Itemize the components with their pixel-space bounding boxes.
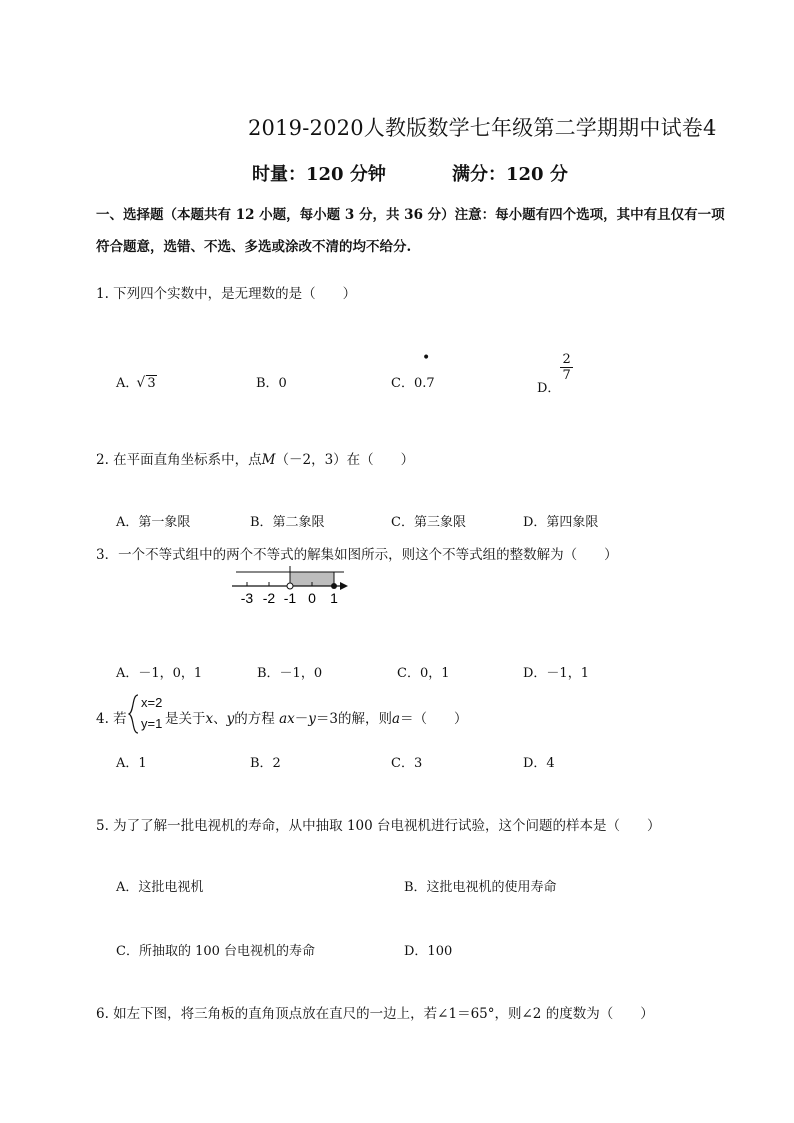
var-y: y <box>308 711 316 727</box>
question-2-option-d: D．第四象限 <box>523 515 599 530</box>
question-6-stem: 6. 如左下图，将三角板的直角顶点放在直尺的一边上，若∠1＝65°，则∠2 的度数为（ ） <box>96 1006 654 1022</box>
question-5-stem: 5. 为了了解一批电视机的寿命，从中抽取 100 台电视机进行试验，这个问题的样本是（ ） <box>96 818 661 834</box>
system-brace <box>128 694 140 734</box>
question-4-stem <box>165 707 468 727</box>
numerator: 2 <box>562 352 571 367</box>
q2-point: M <box>261 452 276 468</box>
question-4-option-b: B．2 <box>250 756 281 771</box>
repeating-decimal <box>413 350 435 391</box>
time-label: 时量：120 分钟 <box>252 164 386 185</box>
question-5-option-a: A．这批电视机 <box>116 880 204 895</box>
question-4-option-a: A．1 <box>116 756 147 771</box>
var-x: x <box>205 711 214 727</box>
option-d-label: D． <box>537 381 561 396</box>
section-heading-line1: 一、选择题（本题共有 12 小题，每小题 3 分，共 36 分）注意：每小题有四个选项，其中有且仅有一项 <box>96 207 725 223</box>
question-2-option-c: C．第三象限 <box>391 515 466 530</box>
question-4-option-c: C．3 <box>391 756 423 771</box>
q4-text: 的方程 <box>234 711 275 727</box>
question-1-option-c <box>391 350 435 391</box>
denominator: 7 <box>562 368 571 383</box>
q4-tail: ＝（ ） <box>400 711 468 727</box>
question-5-option-b: B．这批电视机的使用寿命 <box>404 880 557 895</box>
fraction <box>560 352 572 383</box>
question-5-option-c: C．所抽取的 100 台电视机的寿命 <box>116 944 316 959</box>
option-a-label: A． <box>116 376 139 391</box>
minus-sign: － <box>294 711 309 727</box>
question-3-option-b: B．－1，0 <box>257 666 323 681</box>
number-line-figure <box>232 562 352 608</box>
question-1-option-a <box>116 372 157 391</box>
option-c-label: C． <box>391 376 414 391</box>
question-1-option-d <box>537 352 573 396</box>
question-5-option-d: D．100 <box>404 944 453 959</box>
tick-label: -1 <box>283 590 297 606</box>
expr-ax: ax <box>279 711 295 727</box>
axis-arrow <box>340 582 348 590</box>
tick-label: -3 <box>240 590 254 606</box>
question-4-option-d: D．4 <box>523 756 555 771</box>
tick-label: 1 <box>330 590 338 606</box>
open-endpoint <box>287 583 293 589</box>
repeat-dot: • <box>421 350 431 366</box>
system-eq2: y=1 <box>141 716 163 731</box>
question-1-option-b: B．0 <box>256 376 287 391</box>
decimal-value: 0.7 <box>413 376 435 391</box>
question-3-option-d: D．－1，1 <box>523 666 589 681</box>
page-title: 2019-2020人教版数学七年级第二学期期中试卷4 <box>248 116 717 140</box>
q2-text-post: （－2，3）在（ ） <box>275 452 415 468</box>
q2-text-pre: 2. 在平面直角坐标系中，点 <box>96 452 262 468</box>
question-3-option-a: A．－1，0，1 <box>116 666 203 681</box>
question-1-stem: 1. 下列四个实数中，是无理数的是（ ） <box>96 286 357 302</box>
var-y: y <box>226 711 235 727</box>
closed-endpoint <box>331 583 337 589</box>
question-3-option-c: C．0，1 <box>397 666 450 681</box>
question-2-stem <box>96 448 414 468</box>
tick-label: 0 <box>308 590 316 606</box>
section-heading-line2: 符合题意，选错、不选、多选或涂改不清的均不给分. <box>96 239 412 255</box>
question-2-option-a: A．第一象限 <box>116 515 191 530</box>
q4-sep: 、 <box>213 711 227 727</box>
system-eq1: x=2 <box>141 695 163 710</box>
radicand: 3 <box>147 376 156 391</box>
question-4-num: 4. 若 <box>96 711 127 727</box>
q4-text: 是关于 <box>165 711 206 727</box>
tick-label: -2 <box>262 590 276 606</box>
question-2-option-b: B．第二象限 <box>250 515 325 530</box>
sqrt-symbol <box>138 376 156 391</box>
score-label: 满分：120 分 <box>452 164 568 185</box>
question-3-stem: 3．一个不等式组中的两个不等式的解集如图所示，则这个不等式组的整数解为（ ） <box>96 547 618 563</box>
var-a: a <box>391 711 401 727</box>
q4-text: ＝3的解，则 <box>315 711 392 727</box>
